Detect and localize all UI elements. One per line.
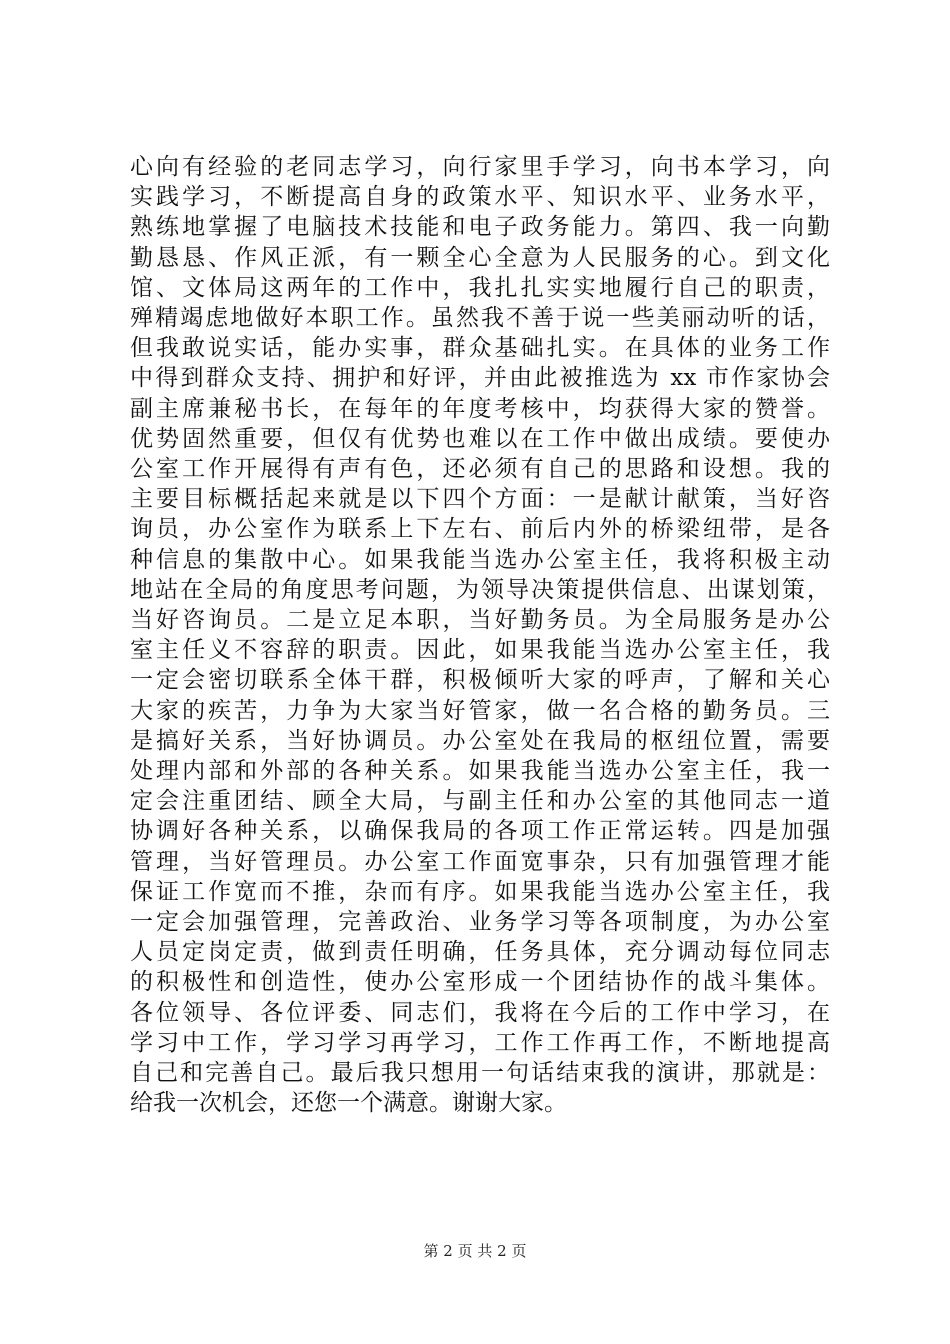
text-line: 勤恳恳、作风正派，有一颗全心全意为人民服务的心。到文化 — [130, 244, 830, 271]
text-line: 熟练地掌握了电脑技术技能和电子政务能力。第四、我一向勤 — [130, 214, 830, 241]
text-line: 一定会加强管理，完善政治、业务学习等各项制度，为办公室 — [130, 909, 830, 936]
text-line: 学习中工作，学习学习再学习，工作工作再工作，不断地提高 — [130, 1029, 830, 1056]
page-footer: 第 2 页 共 2 页 — [423, 1242, 527, 1260]
text-line: 副主席兼秘书长，在每年的年度考核中，均获得大家的赞誉。 — [130, 395, 830, 422]
text-line: 管理，当好管理员。办公室工作面宽事杂，只有加强管理才能 — [130, 848, 830, 875]
text-line: 主要目标概括起来就是以下四个方面：一是献计献策，当好咨 — [130, 486, 830, 513]
text-line: 心向有经验的老同志学习，向行家里手学习，向书本学习，向 — [130, 154, 830, 180]
text-line: 的积极性和创造性，使办公室形成一个团结协作的战斗集体。 — [130, 969, 830, 996]
text-line: 实践学习，不断提高自身的政策水平、知识水平、业务水平， — [130, 184, 830, 211]
text-line: 殚精竭虑地做好本职工作。虽然我不善于说一些美丽动听的话， — [130, 305, 830, 332]
text-line: 当好咨询员。二是立足本职，当好勤务员。为全局服务是办公 — [130, 607, 830, 634]
text-line: 自己和完善自己。最后我只想用一句话结束我的演讲，那就是： — [130, 1060, 830, 1087]
text-line: 一定会密切联系全体干群，积极倾听大家的呼声，了解和关心 — [130, 667, 830, 694]
text-line: 地站在全局的角度思考问题，为领导决策提供信息、出谋划策， — [130, 576, 830, 603]
text-line: 中得到群众支持、拥护和好评，并由此被推选为 xx 市作家协会 — [130, 365, 830, 392]
text-line: 人员定岗定责，做到责任明确，任务具体，充分调动每位同志 — [130, 939, 830, 966]
text-line: 给我一次机会，还您一个满意。谢谢大家。 — [130, 1090, 567, 1117]
text-line: 但我敢说实话，能办实事，群众基础扎实。在具体的业务工作 — [130, 335, 830, 362]
text-line: 定会注重团结、顾全大局，与副主任和办公室的其他同志一道 — [130, 788, 830, 815]
text-line: 询员，办公室作为联系上下左右、前后内外的桥梁纽带，是各 — [130, 516, 830, 543]
text-line: 保证工作宽而不推，杂而有序。如果我能当选办公室主任，我 — [130, 878, 830, 905]
text-line: 大家的疾苦，力争为大家当好管家，做一名合格的勤务员。三 — [130, 697, 830, 724]
text-line: 协调好各种关系，以确保我局的各项工作正常运转。四是加强 — [130, 818, 830, 845]
text-line: 种信息的集散中心。如果我能当选办公室主任，我将积极主动 — [130, 546, 830, 573]
text-line: 处理内部和外部的各种关系。如果我能当选办公室主任，我一 — [130, 758, 830, 785]
text-line: 优势固然重要，但仅有优势也难以在工作中做出成绩。要使办 — [130, 425, 830, 452]
text-line: 公室工作开展得有声有色，还必须有自己的思路和设想。我的 — [130, 456, 830, 483]
body-text — [130, 152, 830, 1119]
text-line: 各位领导、各位评委、同志们，我将在今后的工作中学习，在 — [130, 999, 830, 1026]
text-line: 室主任义不容辞的职责。因此，如果我能当选办公室主任，我 — [130, 637, 830, 664]
text-line: 馆、文体局这两年的工作中，我扎扎实实地履行自己的职责， — [130, 274, 830, 301]
text-line: 是搞好关系，当好协调员。办公室处在我局的枢纽位置，需要 — [130, 727, 830, 754]
